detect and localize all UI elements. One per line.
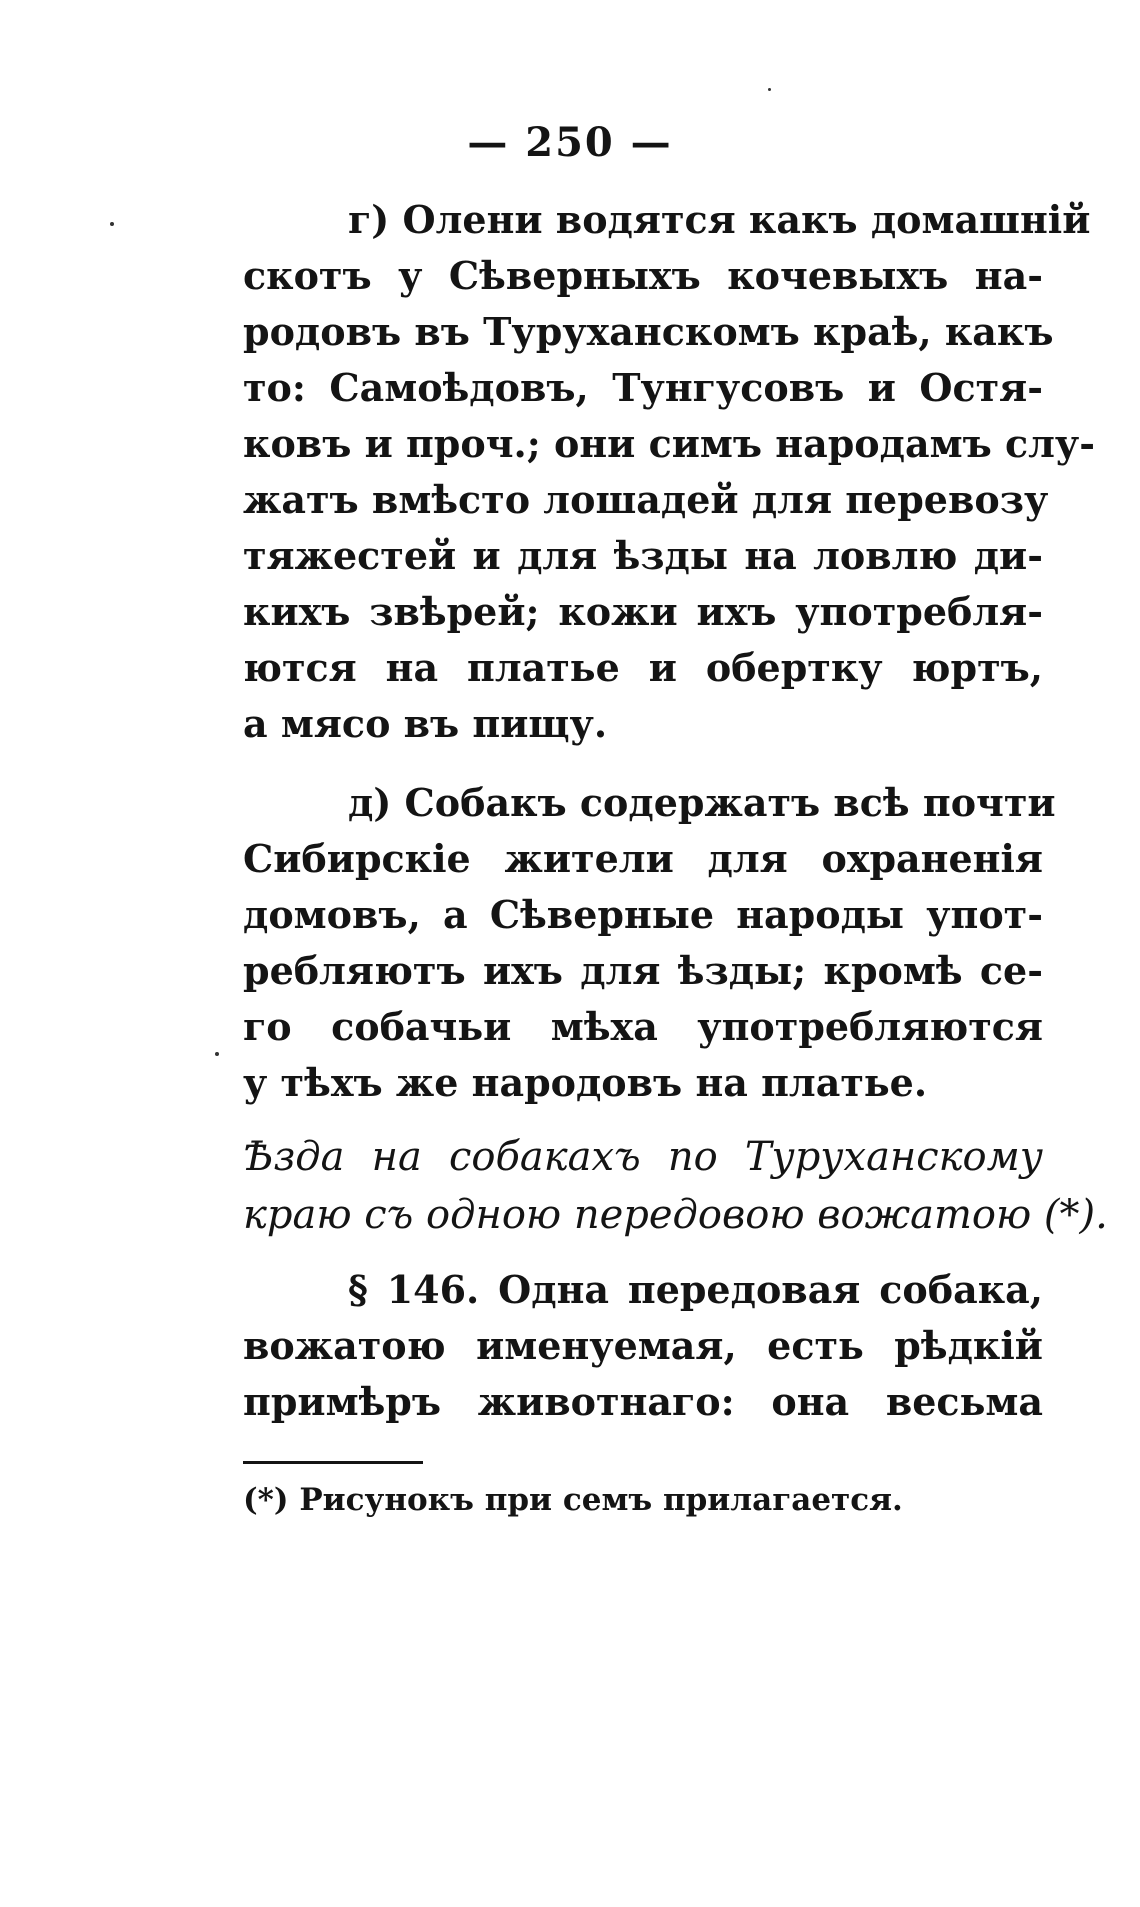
footnote-divider xyxy=(243,1461,423,1464)
text-line: ковъ и проч.; они симъ народамъ слу- xyxy=(243,421,1096,466)
text-line: жатъ вмѣсто лошадей для перевозу xyxy=(243,477,1049,522)
text-line: ются на платье и обертку юртъ, xyxy=(243,645,1043,690)
page-number: — 250 — xyxy=(467,119,673,166)
text-line: г) Олени водятся какъ домашній xyxy=(348,197,1091,242)
section-heading xyxy=(243,1128,1108,1244)
scan-speck xyxy=(768,88,771,91)
text-line: у тѣхъ же народовъ на платье. xyxy=(243,1060,928,1105)
text-line: примѣръ животнаго: она весьма xyxy=(243,1379,1043,1424)
text-line: вожатою именуемая, есть рѣдкій xyxy=(243,1323,1043,1368)
heading-line: краю съ одною передовою вожатою (*). xyxy=(243,1192,1108,1238)
text-line: кихъ звѣрей; кожи ихъ употребля- xyxy=(243,589,1043,634)
text-line: Сибирскіе жители для охраненія xyxy=(243,836,1043,881)
text-line: домовъ, а Сѣверные народы упот- xyxy=(243,892,1043,937)
text-line: д) Собакъ содержатъ всѣ почти xyxy=(348,780,1056,825)
paragraph-reindeer xyxy=(243,192,1096,752)
text-line: ребляютъ ихъ для ѣзды; кромѣ се- xyxy=(243,948,1043,993)
text-line: а мясо въ пищу. xyxy=(243,701,608,746)
footnote: (*) Рисунокъ при семъ прилагается. xyxy=(243,1482,903,1518)
text-line: то: Самоѣдовъ, Тунгусовъ и Остя- xyxy=(243,365,1043,410)
text-line: родовъ въ Туруханскомъ краѣ, какъ xyxy=(243,309,1054,354)
scan-speck xyxy=(215,1052,219,1056)
text-line: § 146. Одна передовая собака, xyxy=(348,1267,1043,1312)
text-line: тяжестей и для ѣзды на ловлю ди- xyxy=(243,533,1043,578)
paragraph-dogs xyxy=(243,775,1056,1111)
heading-line: Ѣзда на собакахъ по Туруханскому xyxy=(243,1134,1043,1180)
text-line: го собачьи мѣха употребляются xyxy=(243,1004,1043,1049)
scan-speck xyxy=(110,222,114,226)
paragraph-section-146 xyxy=(243,1262,1043,1430)
text-line: скотъ у Сѣверныхъ кочевыхъ на- xyxy=(243,253,1043,298)
